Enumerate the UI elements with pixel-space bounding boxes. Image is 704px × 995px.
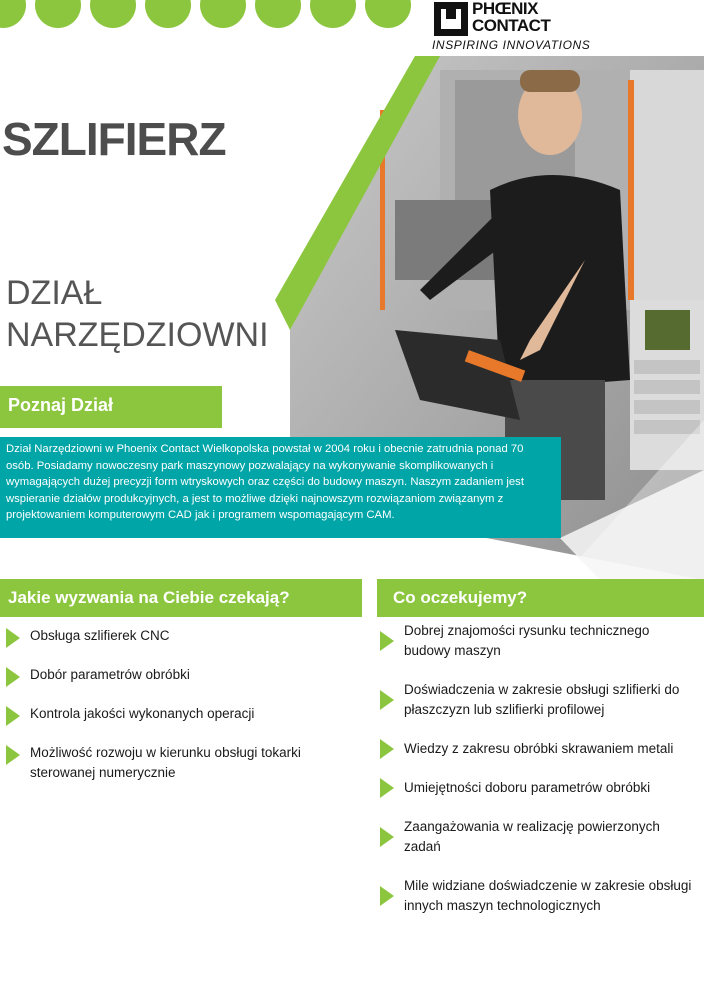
expectations-list xyxy=(374,621,699,916)
arrow-bullet-icon xyxy=(380,778,394,798)
page-title: SZLIFIERZ xyxy=(2,113,226,165)
expectations-heading-banner xyxy=(377,579,704,617)
phoenix-contact-logo xyxy=(434,0,614,54)
list-item: Kontrola jakości wykonanych operacji xyxy=(0,704,340,724)
list-item: Doświadczenia w zakresie obsługi szlifierki do płaszczyzn lub szlifierki profilowej xyxy=(374,680,699,720)
logo-wordmark: PHŒNIX CONTACT xyxy=(472,0,551,35)
department-name: DZIAŁ NARZĘDZIOWNI xyxy=(6,274,269,354)
challenges-list xyxy=(0,626,340,783)
arrow-bullet-icon xyxy=(380,739,394,759)
challenges-heading: Jakie wyzwania na Ciebie czekają? xyxy=(8,588,290,607)
arrow-bullet-icon xyxy=(6,628,20,648)
list-item: Dobrej znajomości rysunku technicznego budowy maszyn xyxy=(374,621,699,661)
list-item: Dobór parametrów obróbki xyxy=(0,665,340,685)
arrow-bullet-icon xyxy=(380,827,394,847)
logo-tagline: INSPIRING INNOVATIONS xyxy=(432,38,591,52)
arrow-bullet-icon xyxy=(380,690,394,710)
arrow-bullet-icon xyxy=(380,886,394,906)
arrow-bullet-icon xyxy=(6,745,20,765)
arrow-bullet-icon xyxy=(380,631,394,651)
list-item: Mile widziane doświadczenie w zakresie obsługi innych maszyn technologicznych xyxy=(374,876,699,916)
list-item: Wiedzy z zakresu obróbki skrawaniem metali xyxy=(374,739,699,759)
arrow-bullet-icon xyxy=(6,706,20,726)
intro-heading-banner xyxy=(0,386,222,428)
list-item: Możliwość rozwoju w kierunku obsługi tokarki sterowanej numerycznie xyxy=(0,743,340,783)
logo-mark-icon xyxy=(434,2,468,36)
challenges-heading-banner xyxy=(0,579,362,617)
intro-text-block: Dział Narzędziowni w Phoenix Contact Wielkopolska powstał w 2004 roku i obecnie zatrudnia ponad 70 osób. Posiadamy nowoczesny park maszynowy pozwalający na wykonywanie skomplikowanych i wymagających dużej precyzji form wtryskowych oraz części do budowy maszyn. Naszym zadaniem jest wspieranie działów produkcyjnych, a jest to możliwe dzięki najnowszym rozwiązaniom związanym z projektowaniem komputerowym CAD jak i programem wspomagającym CAM. xyxy=(0,437,561,538)
list-item: Umiejętności doboru parametrów obróbki xyxy=(374,778,699,798)
list-item: Obsługa szlifierek CNC xyxy=(0,626,340,646)
arrow-bullet-icon xyxy=(6,667,20,687)
expectations-heading: Co oczekujemy? xyxy=(393,588,528,607)
intro-heading: Poznaj Dział xyxy=(8,395,114,415)
list-item: Zaangażowania w realizację powierzonych zadań xyxy=(374,817,699,857)
